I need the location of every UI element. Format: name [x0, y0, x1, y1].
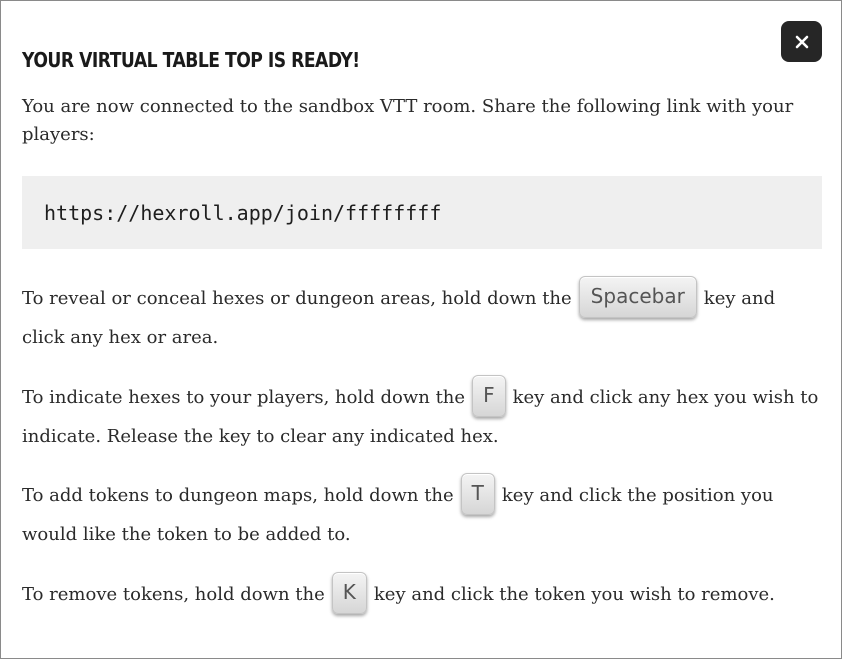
t-key: T: [461, 473, 495, 515]
instruction-text: To remove tokens, hold down the: [22, 584, 325, 605]
k-key: K: [332, 572, 367, 614]
spacebar-key: Spacebar: [579, 276, 697, 318]
join-link[interactable]: https://hexroll.app/join/ffffffff: [44, 200, 442, 225]
instruction-text: To reveal or conceal hexes or dungeon areas, hold down the: [22, 288, 572, 309]
join-link-box[interactable]: [22, 176, 822, 249]
instruction-text: key and click the position you would like the token to be added to.: [22, 485, 774, 545]
instruction-text: key and click any hex or area.: [22, 288, 776, 348]
instruction-reveal: [22, 278, 822, 356]
intro-text: You are now connected to the sandbox VTT room. Share the following link with your players:: [22, 96, 794, 145]
instruction-text: To add tokens to dungeon maps, hold down the: [22, 485, 454, 506]
instruction-text: key and click the token you wish to remove.: [373, 584, 775, 605]
instruction-indicate: [22, 377, 822, 455]
close-button[interactable]: [781, 21, 822, 62]
instruction-text: To indicate hexes to your players, hold down the: [22, 387, 466, 408]
close-icon: [795, 35, 809, 49]
dialog-title: YOUR VIRTUAL TABLE TOP IS READY!: [22, 48, 360, 72]
instruction-text: key and click any hex you wish to indicate. Release the key to clear any indicated hex.: [22, 387, 819, 447]
instruction-remove-tokens: [22, 574, 822, 616]
f-key: F: [472, 375, 506, 417]
instruction-add-tokens: [22, 475, 822, 553]
